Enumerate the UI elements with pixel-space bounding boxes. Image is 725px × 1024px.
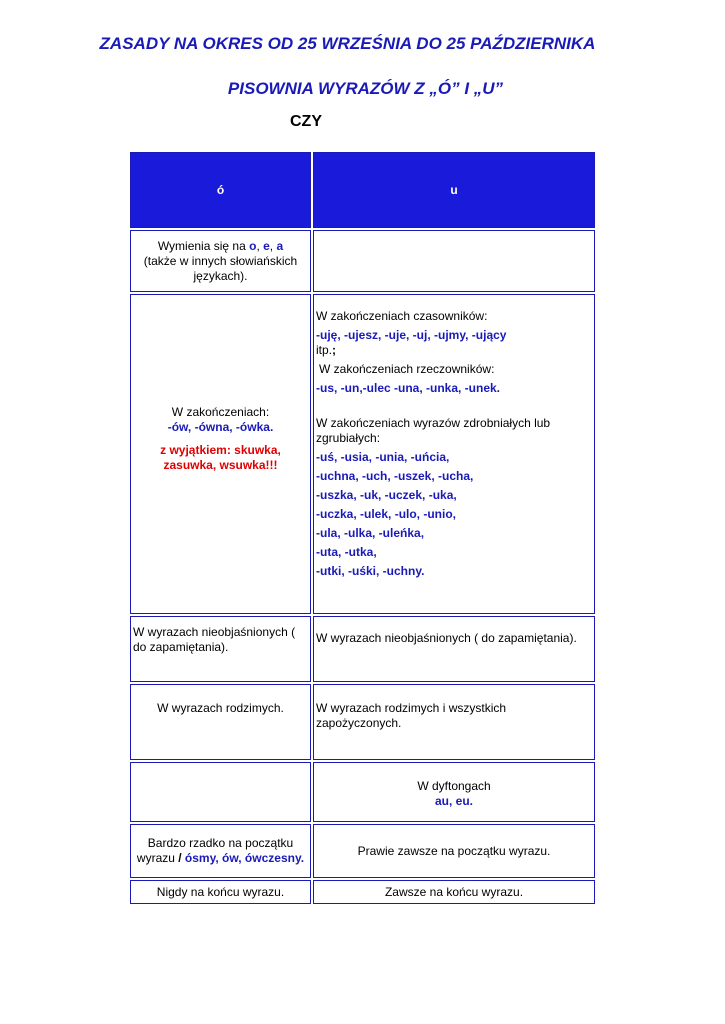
- diminutive-endings-line: -uś, -usia, -unia, -uńcia,: [316, 450, 450, 464]
- rule-row-word-end: [130, 880, 595, 904]
- diminutive-endings-line: -uszka, -uk, -uczek, -uka,: [316, 488, 457, 502]
- endings-cell-u: [313, 294, 595, 614]
- word-start-cell-u: Prawie zawsze na początku wyrazu.: [313, 824, 595, 878]
- alternation-rest: (także w innych słowiańskich językach).: [143, 253, 298, 283]
- diminutive-endings-line: -uchna, -uch, -uszek, -ucha,: [316, 469, 474, 483]
- alternation-o: o: [249, 238, 257, 253]
- czy-label: CZY: [290, 113, 322, 130]
- native-cell-o: W wyrazach rodzimych.: [130, 684, 311, 760]
- diphthongs-cell-o: [130, 762, 311, 822]
- page-subtitle: PISOWNIA WYRAZÓW Z „Ó” I „U”: [227, 79, 504, 98]
- endings-cell-o: [130, 294, 311, 614]
- nouns-intro: W zakończeniach rzeczowników:: [319, 362, 495, 376]
- verbs-endings: -uję, -ujesz, -uje, -uj, -ujmy, -ujący: [316, 328, 507, 342]
- header-o-acute: ó: [130, 152, 311, 228]
- word-end-cell-o: Nigdy na końcu wyrazu.: [130, 880, 311, 904]
- rule-row-endings: [130, 294, 595, 614]
- alternation-comma-1: ,: [256, 238, 264, 253]
- endings-intro: W zakończeniach:: [171, 405, 270, 419]
- header-row: [130, 152, 595, 228]
- word-start-slash: /: [178, 851, 185, 865]
- page-title: ZASADY NA OKRES OD 25 WRZEŚNIA DO 25 PAŹDZIERNIKA: [99, 34, 596, 53]
- diphthongs-words: au, eu.: [434, 794, 473, 808]
- diminutive-endings-line: -ula, -ulka, -uleńka,: [316, 526, 425, 540]
- diphthongs-intro: W dyftongach: [417, 779, 491, 793]
- alternation-e: e: [263, 238, 270, 253]
- native-cell-u: W wyrazach rodzimych i wszystkich zapożyczonych.: [313, 684, 595, 760]
- rule-row-unexplained: [130, 616, 595, 682]
- alternation-prefix: Wymienia się na: [157, 238, 250, 253]
- verbs-itp-semicolon: ;: [332, 343, 337, 357]
- rule-row-word-start: [130, 824, 595, 878]
- verbs-itp: itp.: [316, 343, 333, 357]
- rule-row-alternation: [130, 230, 595, 292]
- diminutive-endings-line: -utki, -uśki, -uchny.: [316, 564, 425, 578]
- diminutive-intro: W zakończeniach wyrazów zdrobniałych lub zgrubiałych:: [316, 416, 551, 445]
- word-end-cell-u: Zawsze na końcu wyrazu.: [313, 880, 595, 904]
- header-u: u: [313, 152, 595, 228]
- rule-row-native: [130, 684, 595, 760]
- diminutive-endings-line: -uczka, -ulek, -ulo, -unio,: [316, 507, 457, 521]
- alternation-a: a: [276, 238, 284, 253]
- word-start-cell-o: [130, 824, 311, 878]
- alternation-cell-u: [313, 230, 595, 292]
- rules-table: [128, 150, 597, 906]
- nouns-endings: -us, -un,-ulec -una, -unka, -unek.: [316, 381, 501, 395]
- word-start-words: ósmy, ów, ówczesny.: [184, 851, 305, 865]
- unexplained-cell-u: W wyrazach nieobjaśnionych ( do zapamiętania).: [313, 616, 595, 682]
- diminutive-endings-line: -uta, -utka,: [316, 545, 377, 559]
- alternation-cell-o: [130, 230, 311, 292]
- alternation-comma-2: ,: [269, 238, 277, 253]
- word-start-prefix: Bardzo rzadko na początku wyrazu: [136, 836, 294, 865]
- endings-exception: z wyjątkiem: skuwka, zasuwka, wsuwka!!!: [160, 443, 281, 472]
- endings-list-o: -ów, -ówna, -ówka.: [167, 420, 274, 434]
- verbs-intro: W zakończeniach czasowników:: [316, 309, 488, 323]
- unexplained-cell-o: W wyrazach nieobjaśnionych ( do zapamiętania).: [130, 616, 311, 682]
- rule-row-diphthongs: [130, 762, 595, 822]
- diphthongs-cell-u: [313, 762, 595, 822]
